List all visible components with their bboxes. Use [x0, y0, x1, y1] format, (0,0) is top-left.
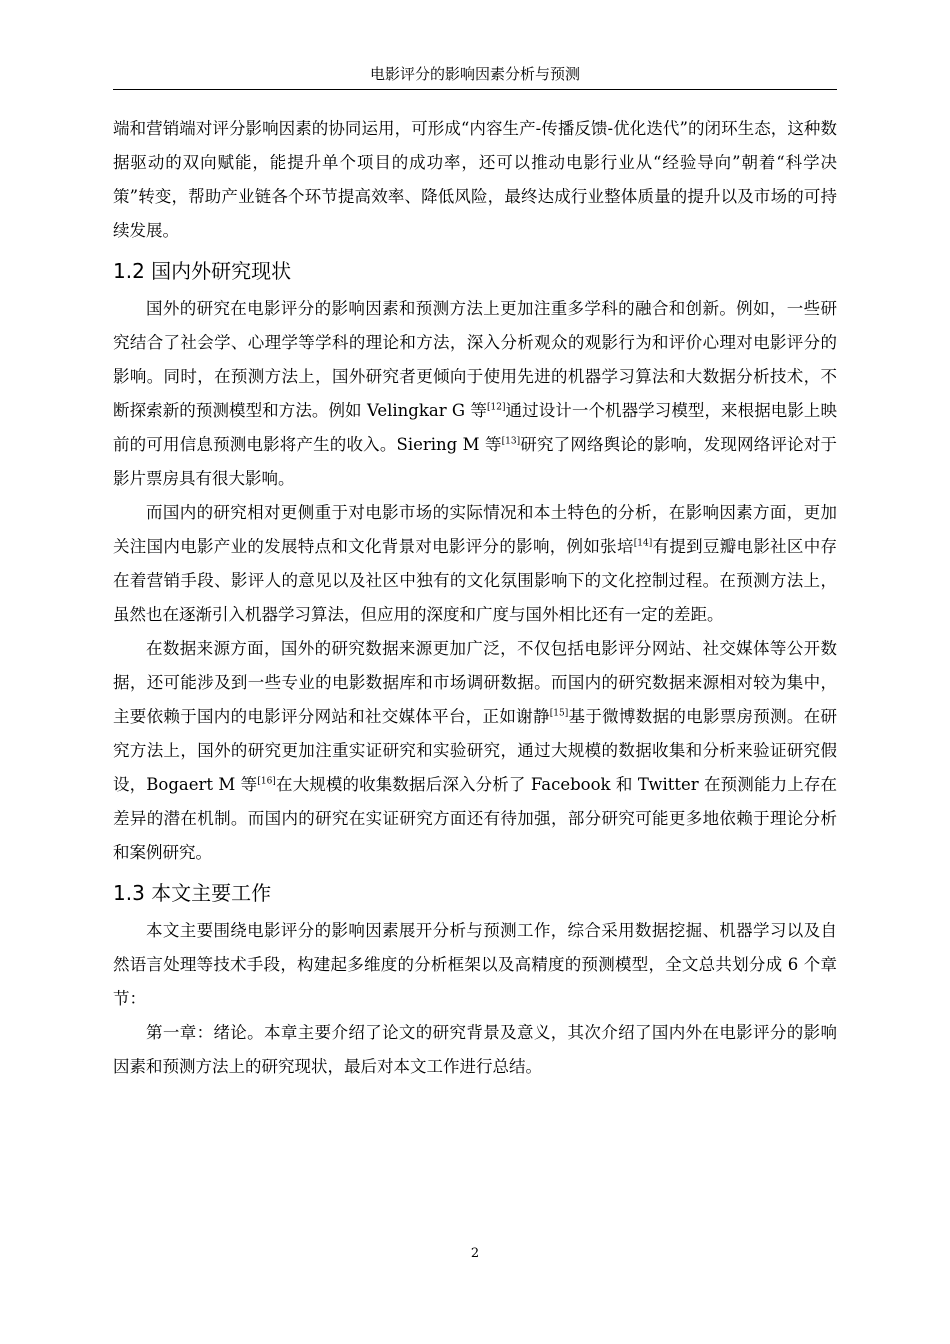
paragraph-continuation: 端和营销端对评分影响因素的协同运用，可形成“内容生产-传播反馈-优化迭代”的闭环生态，这种数据驱动的双向赋能，能提升单个项目的成功率，还可以推动电影行业从“经验导向”朝着“科学决策”转变，帮助产业链各个环节提高效率、降低风险，最终达成行业整体质量的提升以及市场的可持续发展。 — [113, 119, 837, 240]
paragraph-text: 在大规模的收集数据后深入分析了 Facebook 和 Twitter 在预测能力上存在差异的潜在机制。而国内的研究在实证研究方面还有待加强，部分研究可能更多地依赖于理论分析和案例研究。 — [113, 775, 837, 862]
paragraph-text: 研究了网络舆论的影响，发现网络评论对于影片票房具有很大影响。 — [113, 435, 837, 488]
section-heading-1-3: 1.3 本文主要工作 — [113, 881, 272, 905]
paragraph-text: 在数据来源方面，国外的研究数据来源更加广泛，不仅包括电影评分网站、社交媒体等公开数据，还可能涉及到一些专业的电影数据库和市场调研数据。而国内的研究数据来源相对较为集中，主要依赖于国内的电影评分网站和社交媒体平台，正如谢静 — [113, 639, 837, 726]
citation-ref: [15] — [549, 708, 569, 719]
paragraph-text: 基于微博数据的电影票房预测。在研究方法上，国外的研究更加注重实证研究和实验研究，通过大规模的数据收集和分析来验证研究假设，Bogaert M 等 — [113, 707, 838, 794]
paragraph-chapter-one: 第一章：绪论。本章主要介绍了论文的研究背景及意义，其次介绍了国内外在电影评分的影响因素和预测方法上的研究现状，最后对本文工作进行总结。 — [113, 1023, 837, 1076]
paragraph-foreign-research — [113, 292, 837, 496]
citation-ref: [13] — [501, 436, 521, 447]
paragraph-data-sources — [113, 632, 837, 870]
paragraph-main-work: 本文主要围绕电影评分的影响因素展开分析与预测工作，综合采用数据挖掘、机器学习以及自然语言处理等技术手段，构建起多维度的分析框架以及高精度的预测模型，全文总共划分成 6 个章节： — [113, 921, 837, 1008]
running-header: 电影评分的影响因素分析与预测 — [369, 65, 580, 83]
citation-ref: [12] — [487, 402, 506, 413]
body-text — [113, 112, 837, 1084]
header-rule — [113, 89, 837, 90]
citation-ref: [14] — [633, 538, 653, 549]
paragraph-text: 国外的研究在电影评分的影响因素和预测方法上更加注重多学科的融合和创新。例如，一些研究结合了社会学、心理学等学科的理论和方法，深入分析观众的观影行为和评价心理对电影评分的影响。同时，在预测方法上，国外研究者更倾向于使用先进的机器学习算法和大数据分析技术，不断探索新的预测模型和方法。例如 Velingkar G 等 — [113, 299, 837, 420]
paragraph-text: 有提到豆瓣电影社区中存在着营销手段、影评人的意见以及社区中独有的文化氛围影响下的文化控制过程。在预测方法上，虽然也在逐渐引入机器学习算法，但应用的深度和广度与国外相比还有一定的差距。 — [113, 537, 838, 624]
paragraph-text: 而国内的研究相对更侧重于对电影市场的实际情况和本土特色的分析，在影响因素方面，更加关注国内电影产业的发展特点和文化背景对电影评分的影响，例如张培 — [113, 503, 837, 556]
section-heading-1-2: 1.2 国内外研究现状 — [113, 259, 292, 283]
paragraph-domestic-research — [113, 496, 837, 632]
citation-ref: [16] — [257, 776, 276, 787]
paragraph-text: 通过设计一个机器学习模型，来根据电影上映前的可用信息预测电影将产生的收入。Siering M 等 — [113, 401, 837, 454]
page-number: 2 — [470, 1246, 480, 1261]
